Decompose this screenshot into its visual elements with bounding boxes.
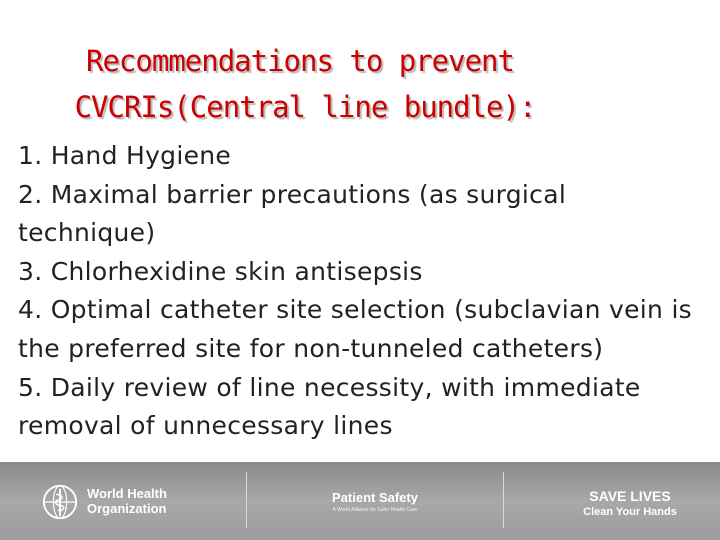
footer-banner	[0, 462, 720, 540]
patient-safety-tagline: A World Alliance for Safer Health Care	[332, 507, 418, 513]
save-lives-block	[560, 488, 700, 519]
patient-safety-title: Patient Safety	[332, 490, 418, 505]
recommendation-item-5: 5. Daily review of line necessity, with immediate removal of unnecessary lines	[18, 372, 641, 441]
save-lives-title: SAVE LIVES	[589, 488, 671, 504]
recommendation-item-2: 2. Maximal barrier precautions (as surgical technique)	[18, 179, 567, 248]
recommendation-list	[18, 137, 708, 446]
footer-divider-2	[503, 472, 504, 528]
who-name-line-1: World Health	[87, 486, 167, 501]
who-name	[87, 486, 167, 516]
recommendation-item-4: 4. Optimal catheter site selection (subclavian vein is the preferred site for non-tunneled catheters)	[18, 295, 693, 363]
who-name-line-2: Organization	[87, 501, 167, 516]
slide-title-line-2: CVCRIs(Central line bundle):	[74, 90, 536, 124]
patient-safety-block	[300, 490, 450, 514]
slide-title	[0, 38, 600, 130]
footer-divider-1	[246, 472, 247, 528]
clean-hands-subtitle: Clean Your Hands	[583, 506, 677, 518]
slide-title-line-1: Recommendations to prevent	[86, 44, 514, 78]
recommendation-item-3: 3. Chlorhexidine skin antisepsis	[18, 256, 423, 286]
who-emblem-icon	[41, 483, 79, 521]
recommendation-item-1: 1. Hand Hygiene	[18, 141, 232, 170]
